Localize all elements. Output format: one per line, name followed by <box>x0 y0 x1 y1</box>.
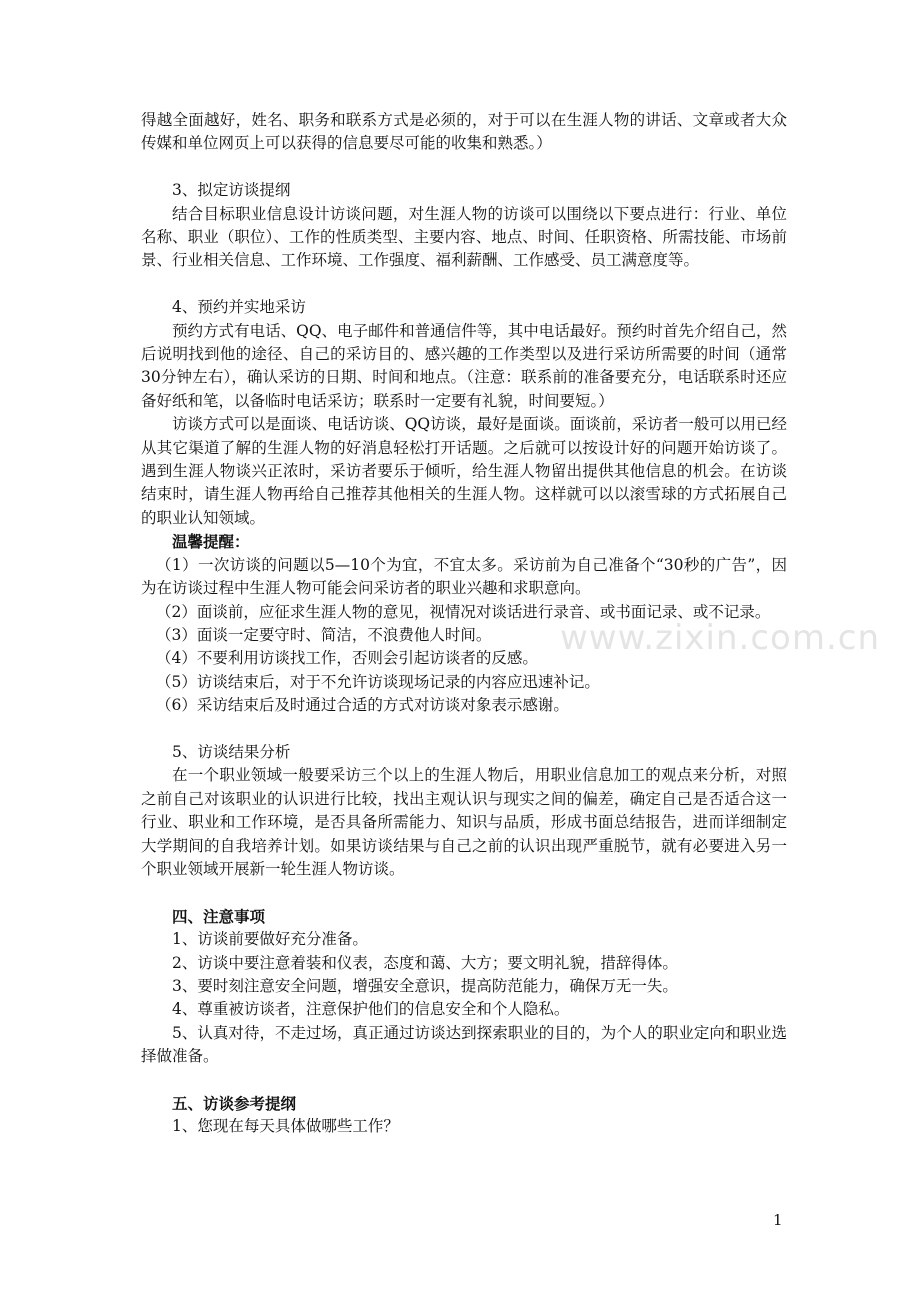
blank-line <box>141 156 787 179</box>
paragraph: 2、访谈中要注意着装和仪表，态度和蔼、大方；要文明礼貌，措辞得体。 <box>172 953 678 972</box>
section-heading: 四、注意事项 <box>172 906 266 926</box>
paragraph: 1、访谈前要做好充分准备。 <box>172 930 368 949</box>
paragraph: （4）不要利用访谈找工作，否则会引起访谈者的反感。 <box>156 649 538 668</box>
blank-line <box>141 718 787 741</box>
paragraph: 得越全面越好，姓名、职务和联系方式是必须的，对于可以在生涯人物的讲话、文章或者大众传媒和单位网页上可以获得的信息要尽可能的收集和熟悉。） <box>141 111 787 153</box>
paragraph: （6）采访结束后及时通过合适的方式对访谈对象表示感谢。 <box>156 696 569 715</box>
paragraph: 结合目标职业信息设计访谈问题，对生涯人物的访谈可以围绕以下要点进行：行业、单位名称、职业（职位）、工作的性质类型、主要内容、地点、时间、任职资格、所需技能、市场前景、行业相关信息、工作环境、工作强度、福利薪酬、工作感受、员工满意度等。 <box>141 204 787 270</box>
paragraph: 在一个职业领域一般要采访三个以上的生涯人物后，用职业信息加工的观点来分析，对照之前自己对该职业的认识进行比较，找出主观认识与现实之间的偏差，确定自己是否适合这一行业、职业和工作环境，是否具备所需能力、知识与品质，形成书面总结报告，进而详细制定大学期间的自我培养计划。如果访谈结果与自己之前的认识出现严重脱节，就有必要进入另一个职业领域开展新一轮生涯人物访谈。 <box>141 766 787 878</box>
paragraph: （5）访谈结束后，对于不允许访谈现场记录的内容应迅速补记。 <box>156 672 600 691</box>
page-number: 1 <box>773 1211 783 1229</box>
blank-line <box>141 1069 787 1092</box>
paragraph: 4、预约并实地采访 <box>172 298 306 317</box>
watermark: www.zixin.com.cn <box>560 618 880 658</box>
paragraph: 3、拟定访谈提纲 <box>172 181 291 200</box>
paragraph: （2）面谈前，应征求生涯人物的意见，视情况对谈话进行录音、或书面记录、或不记录。 <box>156 602 771 621</box>
paragraph: 访谈方式可以是面谈、电话访谈、QQ访谈，最好是面谈。面谈前，采访者一般可以用已经从其它渠道了解的生涯人物的好消息轻松打开话题。之后就可以按设计好的问题开始访谈了。遇到生涯人物谈兴正浓时，采访者要乐于倾听，给生涯人物留出提供其他信息的机会。在访谈结束时，请生涯人物再给自己推荐其他相关的生涯人物。这样就可以以滚雪球的方式拓展自己的职业认知领域。 <box>141 415 787 527</box>
paragraph: 5、认真对待，不走过场，真正通过访谈达到探索职业的目的，为个人的职业定向和职业选择做准备。 <box>141 1023 787 1066</box>
paragraph: （1）一次访谈的问题以5—10个为宜，不宜太多。采访前为自己准备个“30秒的广告”，因为在访谈过程中生涯人物可能会问采访者的职业兴趣和求职意向。 <box>141 555 787 598</box>
paragraph: （3）面谈一定要守时、简洁，不浪费他人时间。 <box>156 625 492 644</box>
paragraph: 4、尊重被访谈者，注意保护他们的信息安全和个人隐私。 <box>172 1000 570 1019</box>
section-heading: 温馨提醒： <box>172 532 250 552</box>
paragraph: 1、您现在每天具体做哪些工作？ <box>172 1117 399 1136</box>
blank-line <box>141 273 787 296</box>
paragraph: 3、要时刻注意安全问题，增强安全意识，提高防范能力，确保万无一失。 <box>172 976 678 995</box>
paragraph: 预约方式有电话、QQ、电子邮件和普通信件等，其中电话最好。预约时首先介绍自己，然后说明找到他的途径、自己的采访目的、感兴趣的工作类型以及进行采访所需要的时间（通常30分钟左右），确认采访的日期、时间和地点。（注意：联系前的准备要充分，电话联系时还应备好纸和笔，以备临时电话采访；联系时一定要有礼貌，时间要短。） <box>141 321 787 410</box>
section-heading: 五、访谈参考提纲 <box>172 1093 297 1113</box>
paragraph: 5、访谈结果分析 <box>172 742 291 761</box>
blank-line <box>141 881 787 904</box>
